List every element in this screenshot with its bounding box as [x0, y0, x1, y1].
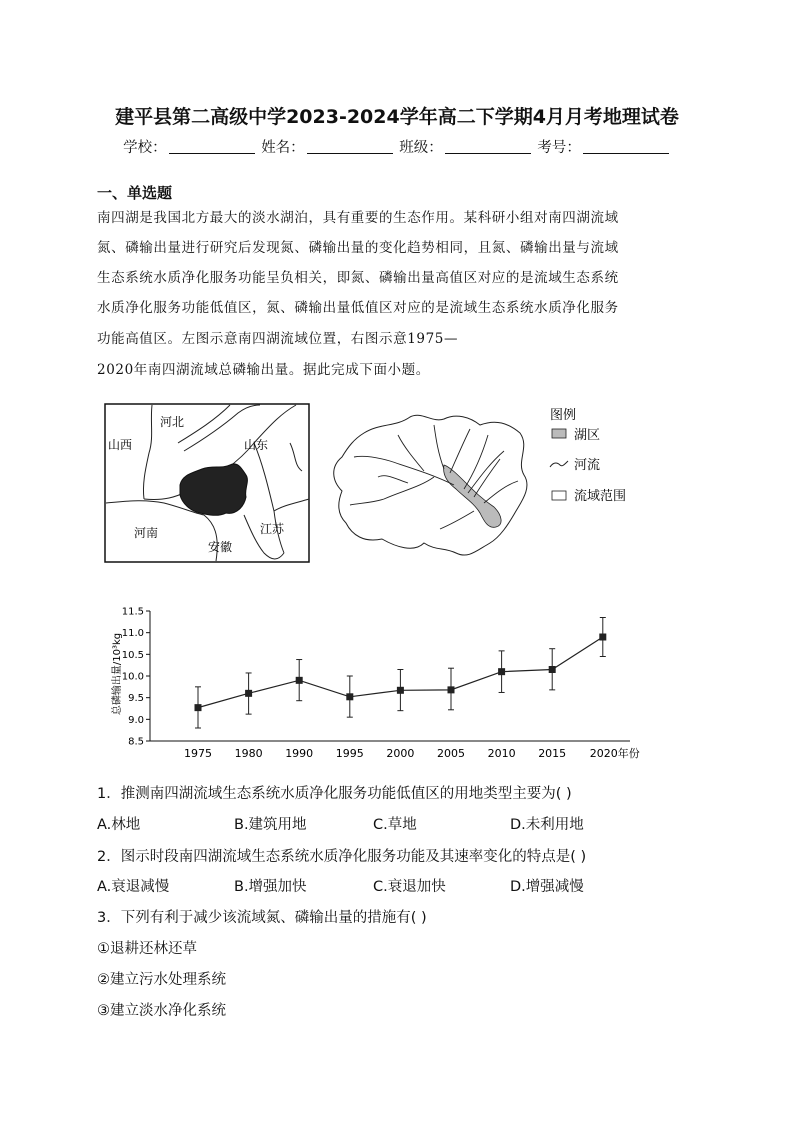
label-hebei: 河北	[160, 415, 185, 429]
y-tick-label: 11.5	[121, 606, 144, 618]
passage-line: 氮、磷输出量进行研究后发现氮、磷输出量的变化趋势相同，且氮、磷输出量与流域	[97, 240, 619, 256]
question-2-stem: 2．图示时段南四湖流域生态系统水质净化服务功能及其速率变化的特点是( )	[97, 849, 587, 865]
q1-option-c[interactable]: C.草地	[373, 817, 417, 833]
location-map	[104, 403, 310, 563]
passage-line: 水质净化服务功能低值区，氮、磷输出量低值区对应的是流域生态系统水质净化服务	[97, 300, 619, 316]
data-point	[296, 677, 303, 684]
q1-option-b[interactable]: B.建筑用地	[234, 817, 307, 833]
q1-option-a[interactable]: A.林地	[97, 817, 141, 833]
label-anhui: 安徽	[208, 540, 233, 554]
passage-line: 功能高值区。左图示意南四湖流域位置，右图示意1975—	[97, 331, 459, 347]
label-henan: 河南	[134, 526, 159, 540]
x-tick-label: 2020年份	[589, 747, 640, 760]
data-point	[498, 668, 505, 675]
class-blank[interactable]	[445, 139, 531, 154]
phosphorus-chart	[100, 596, 660, 766]
basin-map	[324, 403, 654, 563]
school-label: 学校：	[123, 140, 167, 156]
school-blank[interactable]	[169, 139, 255, 154]
basin-legend-swatch	[552, 491, 566, 500]
passage-line: 生态系统水质净化服务功能呈负相关，即氮、磷输出量高值区对应的是流域生态系统	[97, 270, 619, 286]
x-tick-label: 1990	[285, 747, 314, 760]
river-legend-icon	[550, 461, 568, 467]
q3-item: ①退耕还林还草	[97, 941, 197, 957]
exam-title: 建平县第二高级中学2023-2024学年高二下学期4月月考地理试卷	[115, 106, 679, 128]
question-3-stem: 3．下列有利于减少该流域氮、磷输出量的措施有( )	[97, 910, 427, 926]
y-axis-label: 总磷输出量/10³kg	[112, 632, 123, 716]
label-jiangsu: 江苏	[260, 522, 285, 536]
q2-option-d[interactable]: D.增强减慢	[510, 879, 584, 895]
label-shandong: 山东	[244, 438, 269, 452]
legend-title: 图例	[550, 408, 577, 423]
data-point	[448, 686, 455, 693]
x-tick-label: 2015	[538, 747, 567, 760]
number-label: 考号：	[537, 140, 581, 156]
class-label: 班级：	[399, 140, 443, 156]
y-tick-label: 10.0	[121, 671, 144, 683]
name-label: 姓名：	[261, 140, 305, 156]
q2-option-c[interactable]: C.衰退加快	[373, 879, 446, 895]
x-tick-label: 1980	[234, 747, 263, 760]
q3-item: ②建立污水处理系统	[97, 972, 226, 988]
y-tick-label: 11.0	[121, 628, 144, 640]
x-tick-label: 2005	[437, 747, 465, 760]
y-tick-label: 8.5	[128, 736, 144, 748]
y-tick-label: 9.5	[128, 693, 144, 705]
lake-legend-swatch	[552, 429, 566, 438]
q1-option-d[interactable]: D.未利用地	[510, 817, 584, 833]
y-tick-label: 10.5	[121, 649, 144, 661]
passage-line: 南四湖是我国北方最大的淡水湖泊，具有重要的生态作用。某科研小组对南四湖流域	[97, 210, 619, 226]
x-tick-label: 1995	[335, 747, 364, 760]
legend-basin: 流域范围	[574, 489, 627, 504]
data-point	[549, 666, 556, 673]
passage-line: 2020年南四湖流域总磷输出量。据此完成下面小题。	[97, 362, 430, 378]
student-info-line	[0, 136, 794, 157]
label-shanxi: 山西	[108, 438, 133, 452]
data-point	[245, 690, 252, 697]
x-tick-label: 2010	[487, 747, 516, 760]
q2-option-a[interactable]: A.衰退减慢	[97, 879, 170, 895]
data-point	[599, 634, 606, 641]
legend-lake: 湖区	[574, 428, 601, 443]
data-point	[397, 687, 404, 694]
q3-item: ③建立淡水净化系统	[97, 1003, 226, 1019]
data-point	[195, 704, 202, 711]
data-point	[346, 693, 353, 700]
x-tick-label: 2000	[386, 747, 415, 760]
number-blank[interactable]	[583, 139, 669, 154]
section-title: 一、单选题	[97, 184, 173, 202]
x-tick-label: 1975	[184, 747, 212, 760]
question-1-stem: 1．推测南四湖流域生态系统水质净化服务功能低值区的用地类型主要为( )	[97, 786, 572, 802]
q2-option-b[interactable]: B.增强加快	[234, 879, 307, 895]
legend-river: 河流	[574, 458, 601, 473]
y-tick-label: 9.0	[128, 714, 144, 726]
name-blank[interactable]	[307, 139, 393, 154]
